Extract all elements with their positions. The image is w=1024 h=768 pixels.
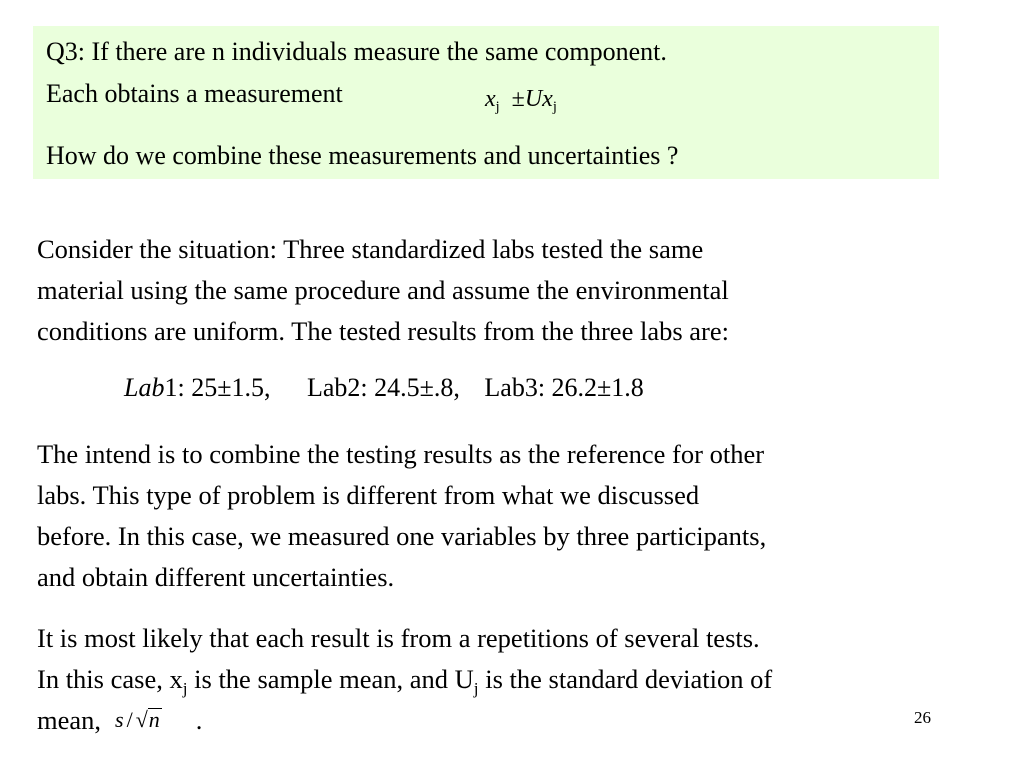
paragraph-line: [37, 700, 772, 742]
lab1-num: 1: [164, 373, 178, 402]
paragraph-line: material using the same procedure and assume the environmental: [37, 275, 729, 305]
paragraph-line: The intend is to combine the testing results as the reference for other: [37, 439, 765, 469]
lab2-result: Lab2: 24.5±.8,: [306, 373, 460, 402]
sqrt-radicand: [148, 708, 162, 731]
lab-results: [124, 370, 644, 406]
lab1-value: : 25±1.5,: [177, 373, 271, 402]
paragraph-line: labs. This type of problem is different from what we discussed: [37, 480, 700, 510]
text-segment: mean,: [37, 705, 102, 735]
paragraph-line: [37, 659, 772, 700]
paragraph-line: It is most likely that each result is from a repetitions of several tests.: [37, 623, 760, 653]
page-number: 26: [914, 708, 931, 727]
paragraph-situation: [37, 229, 729, 352]
subscript-j: j: [182, 679, 188, 699]
text-segment: is the sample mean, and U: [187, 664, 474, 694]
paragraph-line: before. In this case, we measured one variables by three participants,: [37, 521, 767, 551]
subscript-j: j: [473, 679, 479, 699]
lab3-result: Lab3: 26.2±1.8: [484, 373, 644, 402]
text-segment: .: [195, 705, 203, 735]
formula-U: U: [524, 86, 543, 112]
formula-sub-j2: j: [552, 99, 557, 116]
measurement-formula: [485, 84, 557, 114]
paragraph-line: and obtain different uncertainties.: [37, 562, 395, 592]
question-line-3: How do we combine these measurements and uncertainties ?: [46, 141, 679, 170]
formula-x: x: [485, 86, 496, 112]
formula-slash: /: [126, 707, 133, 732]
sqrt-expression: [136, 699, 162, 740]
sqrt-sign: √: [135, 707, 148, 732]
text-segment: is the standard deviation of: [478, 664, 773, 694]
formula-n: n: [148, 707, 160, 732]
text-segment: In this case, x: [37, 664, 183, 694]
formula-x2: x: [542, 86, 553, 112]
paragraph-line: conditions are uniform. The tested results from the three labs are:: [37, 316, 729, 346]
formula-sub-j: j: [495, 99, 500, 116]
paragraph-line: Consider the situation: Three standardized labs tested the same: [37, 234, 704, 264]
question-line-2: Each obtains a measurement: [46, 79, 343, 108]
lab1-name: Lab: [124, 373, 165, 402]
s-over-sqrt-n-formula: [115, 699, 162, 740]
formula-pm: ±: [511, 86, 525, 112]
paragraph-repetitions: [37, 618, 772, 742]
paragraph-intent: [37, 434, 766, 598]
formula-s: s: [115, 707, 124, 732]
question-line-1: Q3: If there are n individuals measure the same component.: [46, 37, 667, 66]
